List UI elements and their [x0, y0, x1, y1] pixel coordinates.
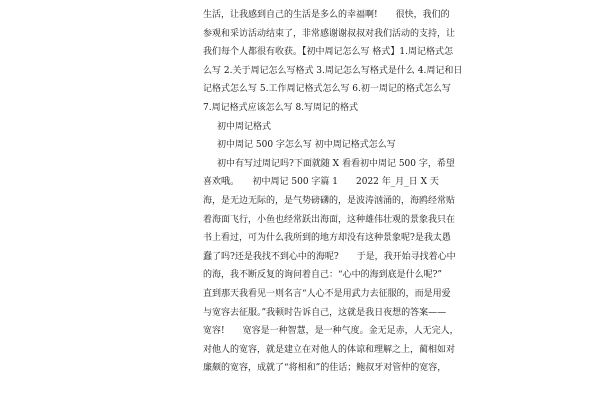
- text-line: 生活，让我感到自己的生活是多么的幸福啊! 很快，我们的: [203, 10, 450, 20]
- text-line: 书上看过，可为什么我所到的地方却没有这种景象呢?是我太愚: [203, 233, 451, 244]
- text-line: 的海，我不断反复的询问着自己：“心中的海到底是什么呢?”: [203, 270, 443, 281]
- text-line: 廉颇的宽容，成就了“将相和”的佳话；鲍叔牙对管仲的宽容，: [203, 363, 447, 374]
- text-line: 初中有写过周记吗?下面就随 X 看看初中周记 500 字，希望: [217, 158, 455, 169]
- text-line: 参观和采访活动结束了，非常感谢谢叔叔对我们活动的支持，让: [203, 28, 456, 39]
- text-line: 与宽容去征服。”我顿时告诉自己，这就是我日夜想的答案——: [203, 307, 447, 318]
- text-line: 7.周记格式应该怎么写 8.写周记的格式: [203, 102, 359, 113]
- text-line: 宽容! 宽容是一种智慧，是一种气度。金无足赤，人无完人，: [203, 326, 459, 337]
- text-line: 蠢了吗?还是我找不到心中的海呢? 于是，我开始寻找着心中: [203, 251, 456, 262]
- text-line: 对他人的宽容，就是建立在对他人的体谅和理解之上，蔺相如对: [203, 344, 456, 355]
- section-heading: 初中周记格式: [217, 121, 272, 132]
- text-line: 着海面飞行，小鱼也经常跃出海面，这种雄伟壮观的景象我只在: [203, 214, 456, 225]
- document-body: [203, 6, 463, 378]
- text-line: 直到那天我看见一则名言“人心不是用武力去征服的，而是用爱: [203, 288, 451, 299]
- text-line: 我们每个人都很有收获。【初中周记怎么写 格式】1.周记格式怎: [203, 47, 453, 58]
- text-line: 初中周记 500 字怎么写 初中周记格式怎么写: [217, 140, 396, 151]
- text-line: 海，是无边无际的，是气势磅礴的，是波涛汹涌的，海鸥经常贴: [203, 195, 456, 206]
- text-line: 么写 2.关于周记怎么写格式 3.周记怎么写格式是什么 4.周记和日: [203, 65, 463, 76]
- text-line: 记格式怎么写 5.工作周记格式怎么写 6.初一周记的格式怎么写: [203, 84, 451, 95]
- text-line: 喜欢哦。 初中周记 500 字篇 1 2022 年_月_日 X 天: [203, 177, 439, 188]
